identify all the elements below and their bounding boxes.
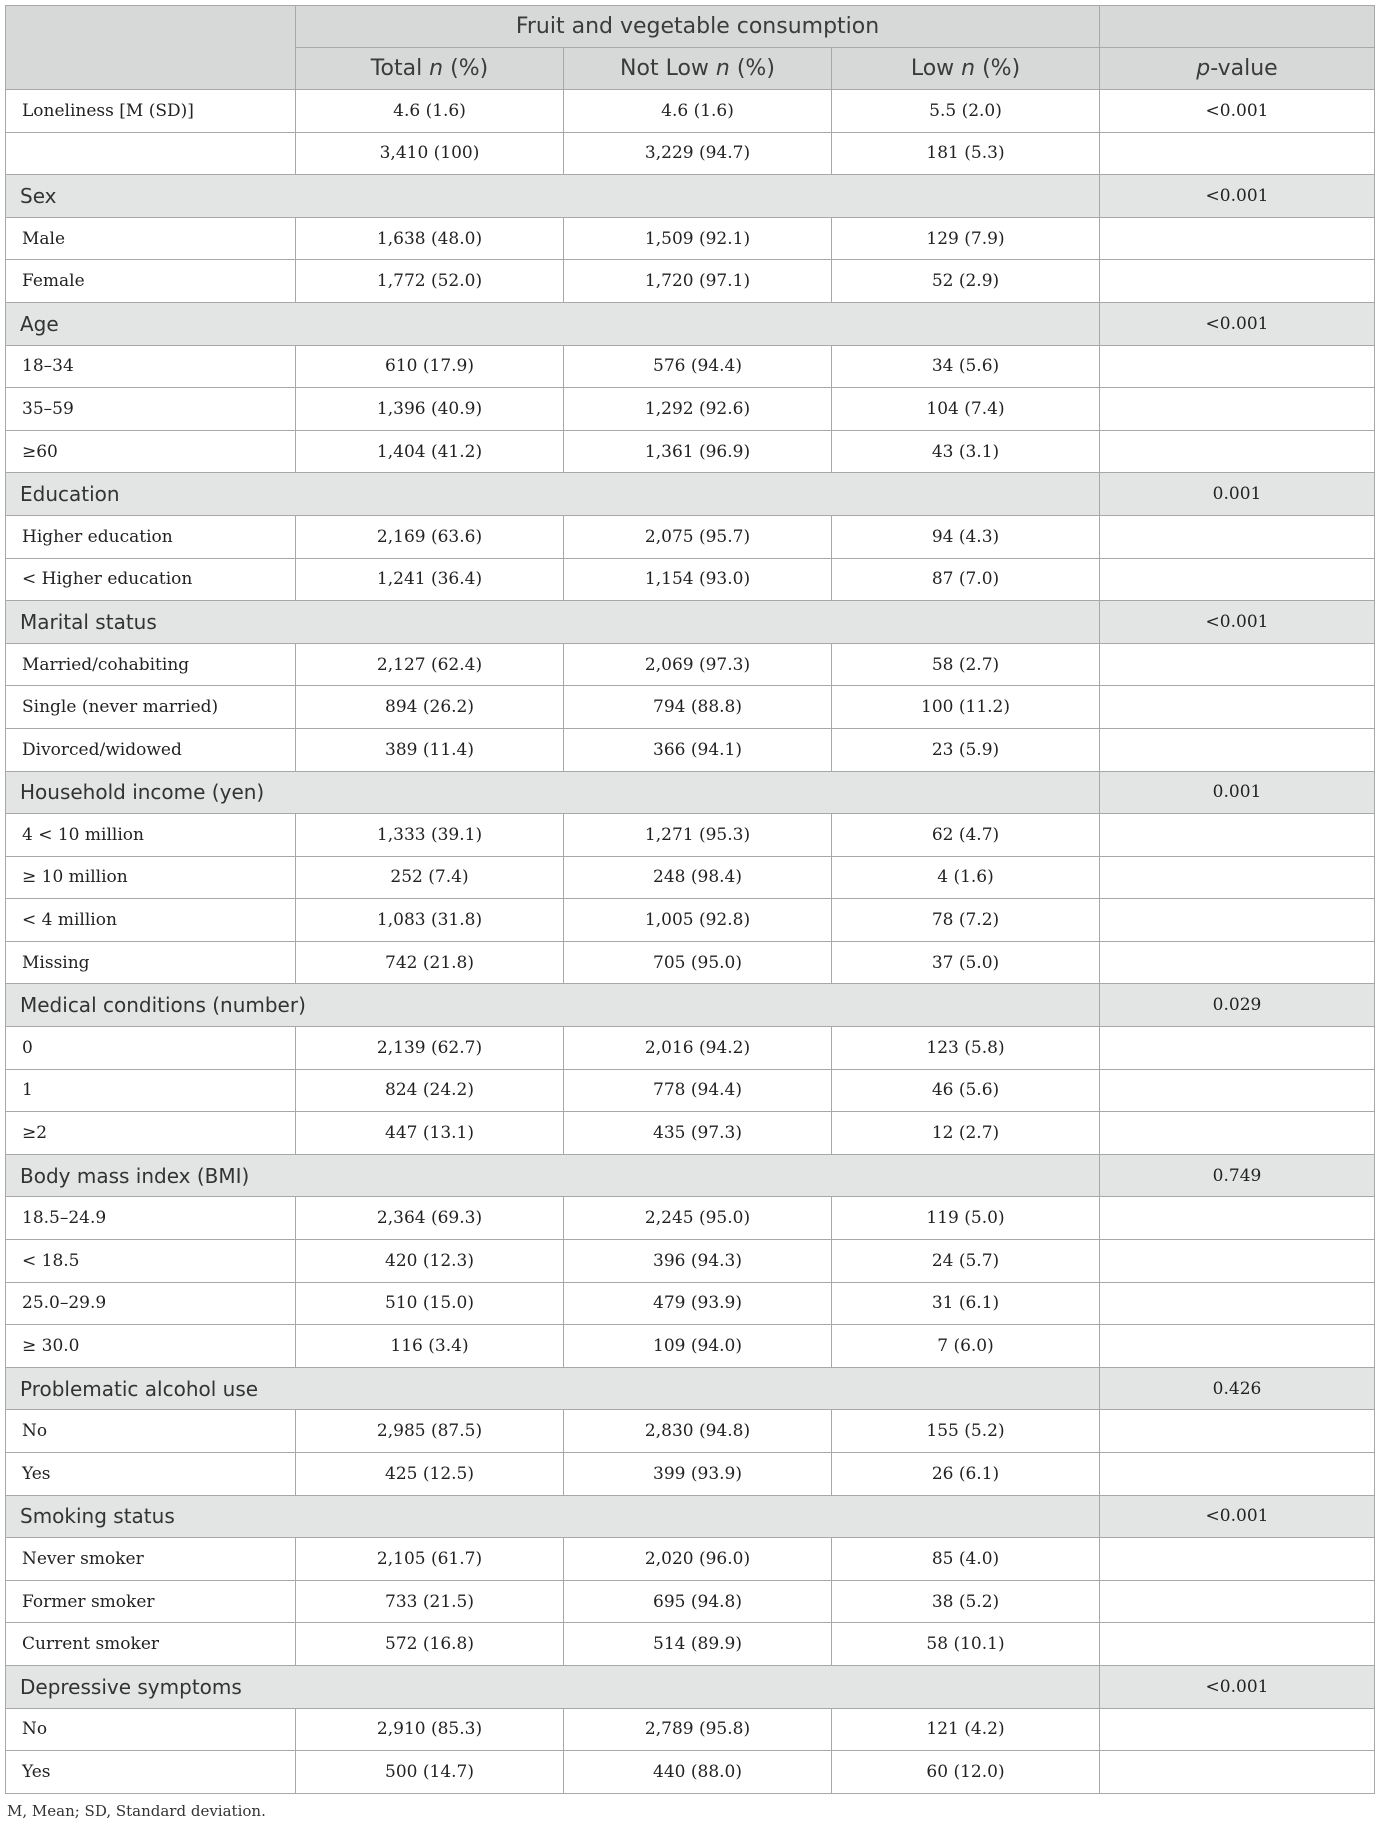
table-row [6, 1112, 1375, 1155]
cell-low: 23 (5.9) [832, 728, 1100, 771]
section-title: Education [6, 473, 1100, 516]
cell-low: 31 (6.1) [832, 1282, 1100, 1325]
table-row [6, 899, 1375, 942]
section-title: Body mass index (BMI) [6, 1154, 1100, 1197]
cell-low: 123 (5.8) [832, 1027, 1100, 1070]
section-header-row [6, 1665, 1375, 1708]
cell-not-low: 1,154 (93.0) [564, 558, 832, 601]
section-title: Problematic alcohol use [6, 1367, 1100, 1410]
cell-total: 1,083 (31.8) [296, 899, 564, 942]
section-title: Marital status [6, 601, 1100, 644]
table-row [6, 856, 1375, 899]
cell-p-value-empty [1100, 260, 1375, 303]
cell-not-low: 109 (94.0) [564, 1325, 832, 1368]
cell-not-low: 1,720 (97.1) [564, 260, 832, 303]
table-row [6, 1751, 1375, 1794]
cell-not-low: 576 (94.4) [564, 345, 832, 388]
cell-low: 4 (1.6) [832, 856, 1100, 899]
cell-not-low: 4.6 (1.6) [564, 90, 832, 133]
row-label: ≥ 10 million [6, 856, 296, 899]
table-row [6, 260, 1375, 303]
cell-low: 121 (4.2) [832, 1708, 1100, 1751]
cell-total: 425 (12.5) [296, 1453, 564, 1496]
cell-not-low: 248 (98.4) [564, 856, 832, 899]
row-label: < 18.5 [6, 1240, 296, 1283]
table-row [6, 1197, 1375, 1240]
section-title: Medical conditions (number) [6, 984, 1100, 1027]
cell-low: 155 (5.2) [832, 1410, 1100, 1453]
cell-p-value-empty [1100, 1453, 1375, 1496]
cell-p-value-empty [1100, 515, 1375, 558]
data-table [5, 5, 1375, 1794]
cell-p-value-empty [1100, 856, 1375, 899]
table-body [6, 90, 1375, 1794]
section-title: Smoking status [6, 1495, 1100, 1538]
cell-not-low: 1,271 (95.3) [564, 814, 832, 857]
section-title: Household income (yen) [6, 771, 1100, 814]
row-label: Yes [6, 1751, 296, 1794]
footnote: M, Mean; SD, Standard deviation. [7, 1801, 266, 1820]
cell-total: 510 (15.0) [296, 1282, 564, 1325]
row-label: 0 [6, 1027, 296, 1070]
cell-total: 2,169 (63.6) [296, 515, 564, 558]
cell-not-low: 695 (94.8) [564, 1580, 832, 1623]
table-row [6, 1453, 1375, 1496]
cell-low: 104 (7.4) [832, 388, 1100, 431]
cell-total: 2,127 (62.4) [296, 643, 564, 686]
cell-total: 252 (7.4) [296, 856, 564, 899]
cell-p-value-empty [1100, 1112, 1375, 1155]
section-header-row [6, 175, 1375, 218]
column-header-not-low: Not Low n (%) [564, 48, 832, 90]
section-header-row [6, 601, 1375, 644]
table-row [6, 728, 1375, 771]
cell-total: 1,333 (39.1) [296, 814, 564, 857]
section-p-value: 0.001 [1100, 771, 1375, 814]
cell-total: 4.6 (1.6) [296, 90, 564, 133]
table-row [6, 941, 1375, 984]
cell-p-value-empty [1100, 1410, 1375, 1453]
cell-p-value-empty [1100, 1325, 1375, 1368]
cell-p-value-empty [1100, 728, 1375, 771]
section-p-value: <0.001 [1100, 302, 1375, 345]
row-label: Missing [6, 941, 296, 984]
cell-low: 26 (6.1) [832, 1453, 1100, 1496]
table-container [5, 5, 1374, 1820]
cell-total: 1,404 (41.2) [296, 430, 564, 473]
row-label: ≥2 [6, 1112, 296, 1155]
cell-not-low: 1,292 (92.6) [564, 388, 832, 431]
row-label: 1 [6, 1069, 296, 1112]
section-header-row [6, 302, 1375, 345]
row-label: Divorced/widowed [6, 728, 296, 771]
cell-low: 78 (7.2) [832, 899, 1100, 942]
cell-not-low: 435 (97.3) [564, 1112, 832, 1155]
table-row [6, 90, 1375, 133]
cell-low: 12 (2.7) [832, 1112, 1100, 1155]
cell-not-low: 1,005 (92.8) [564, 899, 832, 942]
cell-p-value-empty [1100, 1240, 1375, 1283]
cell-p-value-empty [1100, 1623, 1375, 1666]
section-p-value: <0.001 [1100, 1495, 1375, 1538]
cell-low: 85 (4.0) [832, 1538, 1100, 1581]
cell-not-low: 3,229 (94.7) [564, 132, 832, 175]
section-p-value: 0.001 [1100, 473, 1375, 516]
cell-not-low: 2,075 (95.7) [564, 515, 832, 558]
cell-low: 7 (6.0) [832, 1325, 1100, 1368]
cell-total: 2,364 (69.3) [296, 1197, 564, 1240]
row-label: Single (never married) [6, 686, 296, 729]
table-row [6, 1282, 1375, 1325]
table-row [6, 1580, 1375, 1623]
row-label: 18.5–24.9 [6, 1197, 296, 1240]
section-p-value: 0.029 [1100, 984, 1375, 1027]
cell-not-low: 396 (94.3) [564, 1240, 832, 1283]
table-row [6, 515, 1375, 558]
cell-low: 129 (7.9) [832, 217, 1100, 260]
cell-total: 2,985 (87.5) [296, 1410, 564, 1453]
cell-p-value-empty [1100, 1580, 1375, 1623]
table-row [6, 1410, 1375, 1453]
cell-p-value-empty [1100, 1027, 1375, 1070]
cell-total: 116 (3.4) [296, 1325, 564, 1368]
cell-total: 733 (21.5) [296, 1580, 564, 1623]
row-label: 4 < 10 million [6, 814, 296, 857]
cell-low: 58 (2.7) [832, 643, 1100, 686]
cell-not-low: 399 (93.9) [564, 1453, 832, 1496]
cell-low: 38 (5.2) [832, 1580, 1100, 1623]
header-blank-cell [6, 48, 296, 90]
section-header-row [6, 1154, 1375, 1197]
row-label: ≥ 30.0 [6, 1325, 296, 1368]
table-row [6, 643, 1375, 686]
cell-low: 60 (12.0) [832, 1751, 1100, 1794]
cell-p-value [1100, 132, 1375, 175]
row-label: < Higher education [6, 558, 296, 601]
cell-total: 389 (11.4) [296, 728, 564, 771]
row-label: 25.0–29.9 [6, 1282, 296, 1325]
cell-total: 500 (14.7) [296, 1751, 564, 1794]
cell-low: 100 (11.2) [832, 686, 1100, 729]
cell-not-low: 794 (88.8) [564, 686, 832, 729]
cell-total: 742 (21.8) [296, 941, 564, 984]
cell-total: 447 (13.1) [296, 1112, 564, 1155]
cell-not-low: 778 (94.4) [564, 1069, 832, 1112]
cell-low: 94 (4.3) [832, 515, 1100, 558]
section-title: Age [6, 302, 1100, 345]
column-header-p-value: p-value [1100, 48, 1375, 90]
cell-p-value-empty [1100, 643, 1375, 686]
table-header [6, 6, 1375, 90]
cell-low: 37 (5.0) [832, 941, 1100, 984]
cell-p-value-empty [1100, 1538, 1375, 1581]
table-row [6, 1538, 1375, 1581]
cell-total: 610 (17.9) [296, 345, 564, 388]
cell-p-value-empty [1100, 388, 1375, 431]
cell-not-low: 2,016 (94.2) [564, 1027, 832, 1070]
cell-total: 1,241 (36.4) [296, 558, 564, 601]
column-header-low: Low n (%) [832, 48, 1100, 90]
header-blank-cell [6, 6, 296, 48]
cell-not-low: 2,830 (94.8) [564, 1410, 832, 1453]
section-title: Depressive symptoms [6, 1665, 1100, 1708]
cell-p-value-empty [1100, 345, 1375, 388]
cell-total: 2,910 (85.3) [296, 1708, 564, 1751]
cell-p-value: <0.001 [1100, 90, 1375, 133]
cell-total: 894 (26.2) [296, 686, 564, 729]
header-blank-cell [1100, 6, 1375, 48]
cell-low: 119 (5.0) [832, 1197, 1100, 1240]
cell-p-value-empty [1100, 686, 1375, 729]
table-row [6, 1708, 1375, 1751]
table-row [6, 814, 1375, 857]
cell-p-value-empty [1100, 430, 1375, 473]
row-label: 35–59 [6, 388, 296, 431]
table-row [6, 1069, 1375, 1112]
section-p-value: <0.001 [1100, 1665, 1375, 1708]
row-label: Former smoker [6, 1580, 296, 1623]
cell-p-value-empty [1100, 941, 1375, 984]
section-header-row [6, 771, 1375, 814]
section-p-value: <0.001 [1100, 175, 1375, 218]
row-label: No [6, 1410, 296, 1453]
table-row [6, 1325, 1375, 1368]
cell-p-value-empty [1100, 814, 1375, 857]
cell-not-low: 1,509 (92.1) [564, 217, 832, 260]
cell-not-low: 2,020 (96.0) [564, 1538, 832, 1581]
cell-not-low: 705 (95.0) [564, 941, 832, 984]
cell-not-low: 366 (94.1) [564, 728, 832, 771]
cell-p-value-empty [1100, 558, 1375, 601]
row-label: < 4 million [6, 899, 296, 942]
table-row [6, 1027, 1375, 1070]
cell-not-low: 1,361 (96.9) [564, 430, 832, 473]
cell-p-value-empty [1100, 217, 1375, 260]
table-row [6, 217, 1375, 260]
table-row [6, 430, 1375, 473]
row-label: Never smoker [6, 1538, 296, 1581]
cell-total: 420 (12.3) [296, 1240, 564, 1283]
section-p-value: 0.426 [1100, 1367, 1375, 1410]
table-row [6, 388, 1375, 431]
row-label: No [6, 1708, 296, 1751]
table-row [6, 686, 1375, 729]
cell-p-value-empty [1100, 899, 1375, 942]
cell-low: 52 (2.9) [832, 260, 1100, 303]
column-header-total: Total n (%) [296, 48, 564, 90]
table-row [6, 132, 1375, 175]
cell-not-low: 2,245 (95.0) [564, 1197, 832, 1240]
cell-total: 2,105 (61.7) [296, 1538, 564, 1581]
cell-total: 1,396 (40.9) [296, 388, 564, 431]
table-row [6, 1623, 1375, 1666]
section-title: Sex [6, 175, 1100, 218]
section-header-row [6, 984, 1375, 1027]
cell-low: 5.5 (2.0) [832, 90, 1100, 133]
row-label: Married/cohabiting [6, 643, 296, 686]
table-row [6, 1240, 1375, 1283]
section-header-row [6, 473, 1375, 516]
cell-low: 87 (7.0) [832, 558, 1100, 601]
row-label [6, 132, 296, 175]
cell-p-value-empty [1100, 1069, 1375, 1112]
cell-total: 824 (24.2) [296, 1069, 564, 1112]
cell-low: 181 (5.3) [832, 132, 1100, 175]
cell-low: 62 (4.7) [832, 814, 1100, 857]
row-label: Current smoker [6, 1623, 296, 1666]
section-p-value: 0.749 [1100, 1154, 1375, 1197]
section-header-row [6, 1495, 1375, 1538]
row-label: ≥60 [6, 430, 296, 473]
table-row [6, 558, 1375, 601]
cell-p-value-empty [1100, 1282, 1375, 1325]
cell-not-low: 2,789 (95.8) [564, 1708, 832, 1751]
cell-not-low: 440 (88.0) [564, 1751, 832, 1794]
row-label: Loneliness [M (SD)] [6, 90, 296, 133]
cell-total: 572 (16.8) [296, 1623, 564, 1666]
row-label: 18–34 [6, 345, 296, 388]
cell-not-low: 479 (93.9) [564, 1282, 832, 1325]
row-label: Male [6, 217, 296, 260]
cell-p-value-empty [1100, 1751, 1375, 1794]
cell-low: 46 (5.6) [832, 1069, 1100, 1112]
cell-total: 2,139 (62.7) [296, 1027, 564, 1070]
cell-low: 24 (5.7) [832, 1240, 1100, 1283]
cell-low: 58 (10.1) [832, 1623, 1100, 1666]
cell-p-value-empty [1100, 1197, 1375, 1240]
cell-p-value-empty [1100, 1708, 1375, 1751]
section-header-row [6, 1367, 1375, 1410]
section-p-value: <0.001 [1100, 601, 1375, 644]
cell-not-low: 514 (89.9) [564, 1623, 832, 1666]
row-label: Female [6, 260, 296, 303]
row-label: Higher education [6, 515, 296, 558]
cell-total: 3,410 (100) [296, 132, 564, 175]
cell-not-low: 2,069 (97.3) [564, 643, 832, 686]
cell-low: 34 (5.6) [832, 345, 1100, 388]
table-row [6, 345, 1375, 388]
cell-total: 1,772 (52.0) [296, 260, 564, 303]
cell-low: 43 (3.1) [832, 430, 1100, 473]
cell-total: 1,638 (48.0) [296, 217, 564, 260]
group-header: Fruit and vegetable consumption [296, 6, 1100, 48]
row-label: Yes [6, 1453, 296, 1496]
